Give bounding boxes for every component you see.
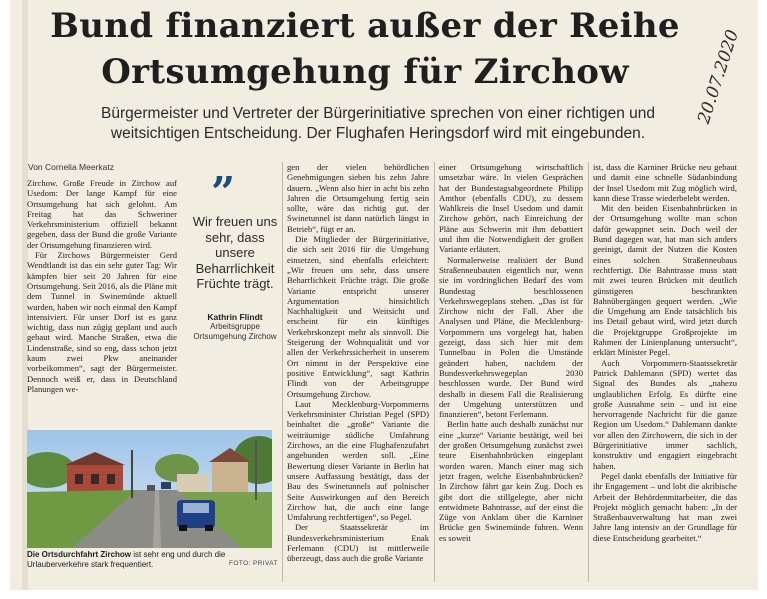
paragraph: ist, dass die Karniner Brücke neu gebaut und damit eine schnelle Südanbindung der Insel Usedom mit Zug möglich wird, kann diese Trasse wiederbelebt werden.	[593, 162, 737, 203]
subheadline: Bürgermeister und Vertreter der Bürgerinitiative sprechen von einer richtigen und weitsichtigen Entscheidung. Der Flughafen Heringsdorf wird mit eingebunden.	[101, 105, 655, 142]
pull-quote-text: Wir freuen uns sehr, dass unsere Beharrlichkeit Früchte trägt.	[192, 214, 278, 291]
street-photo	[27, 430, 272, 548]
paragraph: Die Mitglieder der Bürgerinitiative, die sich seit 2016 für die Umgehung einsetzen, sind ebenfalls erleichtert: „Wir freuen uns sehr, dass unsere Beharrlichkeit Früchte trägt. Die große Variante entspricht unserer Argumentation hinsichtlich Nachhaltigkeit und Weitsicht und erscheint für ein künftiges Verkehrskonzept mehr als sinnvoll. Die Steigerung der Wohnqualität und vor allen der Verkehrssicherheit in unserem Ort nimmt in der Perspektive eine positive Entwicklung“, sagt Kathrin Flindt von der Arbeitsgruppe Ortsumgehung Zirchow.	[287, 234, 429, 399]
quote-icon: ”	[211, 168, 236, 217]
paragraph: Pegel dankt ebenfalls der Initiative für ihr Engagement – und lobt die akribische Arbeit der Behördenmitarbeiter, die das Projekt möglich gemacht haben: „In der Straßenbauverwaltung hat man zwei Jahre lang intensiv an der Grundlage für diese Entscheidung gearbeitet.“	[593, 470, 737, 543]
column-divider	[282, 162, 283, 582]
pull-quote-role: Arbeitsgruppe Ortsumgehung Zirchow	[193, 322, 277, 341]
headline-line-2: Ortsumgehung für Zirchow	[101, 52, 629, 92]
column-divider	[434, 162, 435, 582]
article-column-3	[287, 162, 429, 582]
paragraph: gen der vielen behördlichen Genehmigungen sieben bis zehn Jahre dauern. „Wenn also hier in acht bis zehn Jahren die Ortsumgehung fertig sein sollte, wäre das richtig gut. der Swinetunnel ist dann natürlich längst in Betrieb“, fügt er an.	[287, 162, 429, 234]
pull-quote-name: Kathrin Flindt	[207, 312, 263, 322]
photo-credit: FOTO: PRIVAT	[229, 560, 278, 567]
column-divider	[588, 162, 589, 582]
paragraph: Für Zirchows Bürgermeister Gerd Wendtlandt ist das ein sehr guter Tag: Wir kämpfen hier seit 20 Jahren für eine Ortsumgehung. Seit 2016, als die Pläne mit dem Tunnel in Swinemünde aktuell wurden, haben wir noch einmal den Kampf intensiviert. Für unser Dorf ist es ganz wichtig, dass nun zügig geplant und auch gebaut wird. Manche Straßen, etwa die Lindenstraße, sind so eng, dass schon jetzt kaum zwei Pkw aneinander vorbeikommen“, sagt der Bürgermeister. Dennoch weiß er, dass in Deutschland Planungen we-	[27, 250, 177, 394]
caption-text: ist sehr eng und durch die Urlauberverkehre stark frequentiert.	[27, 550, 226, 569]
paragraph: Zirchow. Große Freude in Zirchow auf Usedom: Der lange Kampf für eine Ortsumgehung hat sich gelohnt. Am Freitag hat das Schweriner Verkehrsministerium offiziell bekannt gegeben, dass der Bund die große Variante der Ortsumgehung finanzieren wird.	[27, 178, 177, 250]
paragraph: Laut Mecklenburg-Vorpommerns Verkehrsminister Christian Pegel (SPD) beinhaltet die „große“ Variante die weiträumige südliche Umfahrung Zirchows, an die eine Flughafenzufahrt angebunden werden soll. „Eine Bewertung dieser Variante in Berlin hat unsere Auffassung bestätigt, dass der Bau des Swinetunnels auf polnischer Seite Auswirkungen auf den Bereich Zirchow hat, die auch eine lange Umfahrung rechtfertigen“, so Pegel.	[287, 398, 429, 523]
article-column-1	[27, 178, 177, 430]
article-column-4	[439, 162, 583, 582]
caption-strong: Die Ortsdurchfahrt Zirchow	[27, 550, 132, 559]
street-scene-image	[27, 430, 272, 548]
paragraph: Normalerweise realisiert der Bund Straßenneubauten eigentlich nur, wenn sie im vordringlichen Bedarf des vom Bundestag beschlossenen Verkehrswegeplans stehen. „Das ist für Zirchow nicht der Fall. Aber die Analysen und Pläne, die Mecklenburg-Vorpommern uns vorgelegt hat, haben gezeigt, dass sich hier mit dem Tunnelbau in Polen die Umstände geändert haben, nachdem der Bundesverkehrswegeplan 2030 beschlossen wurde. Der Bund wird deshalb in diesem Fall die Realisierung der Umgehung unterstützen und finanzieren“, betont Ferlemann.	[439, 254, 583, 420]
handwritten-date: 20.07.2020	[694, 27, 744, 127]
paragraph: Berlin hatte auch deshalb zunächst nur eine „kurze“ Variante bestätigt, weil bei der großen Ortsumgehung zunächst zwei teure Eisenbahnbrücken eingeplant worden waren. Manch einer mag sich jetzt fragen, welche Eisenbahnbrücken? In Zirchow fährt gar kein Zug. Doch es gibt dort die stillgelegte, aber nicht entwidmete Bahntrasse, auf der einst die Züge von Anklam über die Karniner Brücke gen Swinemünde fuhren. Wenn es soweit	[439, 419, 583, 543]
headline-line-1: Bund finanziert außer der Reihe	[50, 6, 680, 46]
paragraph: Auch Vorpommern-Staatssekretär Patrick Dahlemann (SPD) wertet das Signal des Bundes als „nahezu unglaublichen Erfolg. Es dürfte eine große Ausnahme sein – und ist eine hervorragende Nachricht für die ganze Region um Usedom.“ Dahlemann dankte vor allen den Zirchowern, die sich in der Bürgerinitiative immer sachlich, konstruktiv und engagiert eingebracht haben.	[593, 357, 737, 471]
paragraph: einer Ortsumgehung wirtschaftlich umsetzbar wäre. In vielen Gesprächen hat der Bundestagsabgeordnete Philipp Amthor (ebenfalls CDU), zu dessem Wahlkreis die Insel Usedom und damit Zirchow gehört, nach Einreichung der Pläne aus Schwerin mit ihm debattiert und ihm die Notwendigkeit der großen Variante erläutert.	[439, 162, 583, 255]
article-column-5	[593, 162, 737, 582]
paragraph: Der Staatssekretär im Bundesverkehrsministerium Enak Ferlemann (CDU) ist mittlerweile überzeugt, dass auch die große Variante	[287, 522, 429, 564]
byline: Von Cornelia Meerkatz	[28, 162, 114, 172]
paragraph: Mit den beiden Eisenbahnbrücken in der Ortsumgehung wollte man schon dafür gewappnet sein. Doch weil der Bund dagegen war, hat man sich anders geeinigt, damit der Nutzen die Kosten eines solchen Straßenneubaus rechtfertigt. Die Bahntrasse muss statt mit zwei teuren Brücken mit deutlich günstigeren beschrankten Bahnübergängen gequert werden. „Wie die Umgehung am Ende tatsächlich bis ins Detail gebaut wird, wird jetzt durch die Projektgruppe Großprojekte im Rahmen der Linienplanung untersucht“, erklärt Minister Pegel.	[593, 203, 737, 358]
